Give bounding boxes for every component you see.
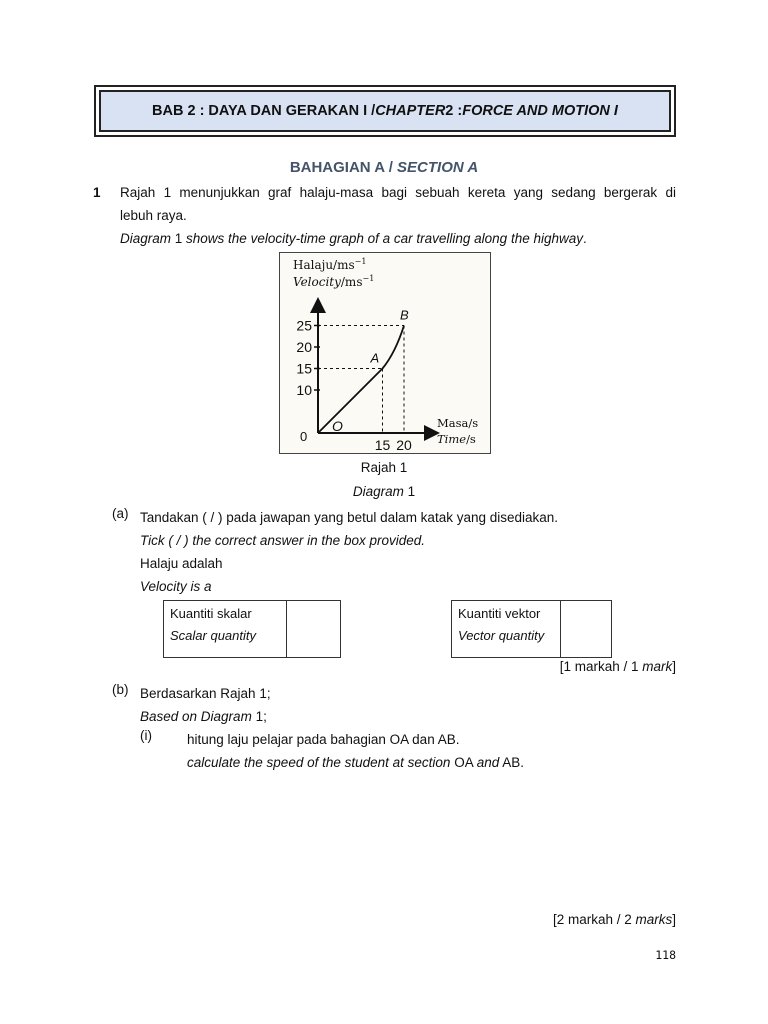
point-b-label: B xyxy=(400,307,409,323)
part-a-label: (a) xyxy=(112,506,129,521)
origin-o: O xyxy=(332,418,343,434)
figure-caption-ms: Rajah 1 xyxy=(360,460,408,475)
part-b-label: (b) xyxy=(112,682,129,697)
part-b-sub-en-c: and xyxy=(476,755,500,770)
option-vector-en: Vector quantity xyxy=(458,628,545,643)
option-scalar-en: Scalar quantity xyxy=(170,628,256,643)
part-a-instruction-en: Tick ( / ) the correct answer in the box provided. xyxy=(140,533,425,548)
figure-caption-en-word: Diagram xyxy=(352,484,404,499)
part-a-instruction-ms: Tandakan ( / ) pada jawapan yang betul dalam katak yang disediakan. xyxy=(140,510,559,525)
part-a-marks-c: ] xyxy=(672,659,676,674)
part-b-sub-en xyxy=(187,751,524,774)
part-b-sub-en-a: calculate the speed of the student at section xyxy=(187,755,451,770)
part-b-en-a: Based on Diagram xyxy=(140,709,252,724)
section-heading-ms: BAHAGIAN A / xyxy=(289,159,398,176)
origin-zero: 0 xyxy=(300,429,308,444)
option-vector xyxy=(451,600,612,658)
part-b-ms: Berdasarkan Rajah 1; xyxy=(140,686,271,701)
figure-caption-en-num: 1 xyxy=(403,484,416,499)
option-vector-ms: Kuantiti vektor xyxy=(458,606,541,621)
part-b-marks xyxy=(553,912,676,927)
y-tick-label: 20 xyxy=(296,339,312,355)
question-stem-en-d: . xyxy=(583,231,587,246)
part-b-sub-ms: hitung laju pelajar pada bahagian OA dan AB. xyxy=(187,732,460,747)
x-tick-label: 15 xyxy=(374,437,391,453)
part-a-question-en: Velocity is a xyxy=(140,579,212,594)
y-axis-label-en: Velocity/$ms^{-1}$ xyxy=(293,274,375,289)
chapter-title-ms: BAB 2 : DAYA DAN GERAKAN I / xyxy=(152,103,376,119)
question-number: 1 xyxy=(93,185,101,200)
question-stem-en xyxy=(120,227,676,250)
part-a-marks-a: [1 markah / 1 xyxy=(559,659,643,674)
velocity-time-figure xyxy=(279,252,491,454)
chapter-title-en: FORCE AND MOTION I xyxy=(462,103,618,119)
chapter-title-chapter: CHAPTER xyxy=(375,103,446,119)
point-a-label: A xyxy=(370,350,380,366)
part-b-sub-label: (i) xyxy=(140,728,152,743)
part-a-question-ms: Halaju adalah xyxy=(140,556,223,571)
part-b-text xyxy=(140,682,271,728)
section-heading xyxy=(0,159,768,176)
section-heading-en: SECTION A xyxy=(397,159,479,176)
part-b-sub-en-b: OA xyxy=(450,755,477,770)
figure-caption-en xyxy=(0,484,768,499)
question-stem-en-c: shows the velocity-time graph of a car travelling along the highway xyxy=(186,231,583,246)
question-stem-ms-2: lebuh raya. xyxy=(120,208,187,223)
x-tick-label: 20 xyxy=(396,437,412,453)
y-axis-label-ms: Halaju/$ms^{-1}$ xyxy=(293,257,367,272)
part-b-marks-a: [2 markah / 2 xyxy=(552,912,636,927)
x-axis-label-ms: Masa/s xyxy=(437,416,479,430)
y-tick-label: 15 xyxy=(296,360,312,377)
part-b-en-b: 1; xyxy=(251,709,267,724)
part-b-marks-c: ] xyxy=(672,912,676,927)
y-tick-label: 25 xyxy=(296,317,312,334)
part-a-marks xyxy=(560,659,676,674)
option-scalar xyxy=(163,600,341,658)
question-stem xyxy=(120,181,676,250)
part-b-sub-en-d: AB. xyxy=(499,755,524,770)
option-scalar-ms: Kuantiti skalar xyxy=(170,606,252,621)
chapter-title-number: 2 : xyxy=(445,103,463,119)
question-stem-ms-1: Rajah 1 menunjukkan graf halaju-masa bagi sebuah kereta yang sedang bergerak di xyxy=(120,185,676,200)
velocity-time-graph xyxy=(280,253,490,453)
option-scalar-tick-box[interactable] xyxy=(287,601,341,658)
page-number: 118 xyxy=(655,948,676,962)
part-b-sub-text xyxy=(187,728,524,774)
y-tick-label: 10 xyxy=(296,382,312,398)
option-vector-label xyxy=(452,601,561,658)
velocity-curve xyxy=(318,326,404,434)
part-a-marks-b: mark xyxy=(642,659,673,674)
option-scalar-label xyxy=(164,601,287,658)
part-b-en xyxy=(140,705,271,728)
part-a-text xyxy=(140,506,558,598)
question-stem-en-b: 1 xyxy=(171,231,187,246)
question-stem-en-a: Diagram xyxy=(120,231,172,246)
chapter-title xyxy=(99,90,671,132)
option-vector-tick-box[interactable] xyxy=(561,601,612,658)
part-b-marks-b: marks xyxy=(635,912,673,927)
x-axis-label-en: Time/s xyxy=(437,432,476,446)
